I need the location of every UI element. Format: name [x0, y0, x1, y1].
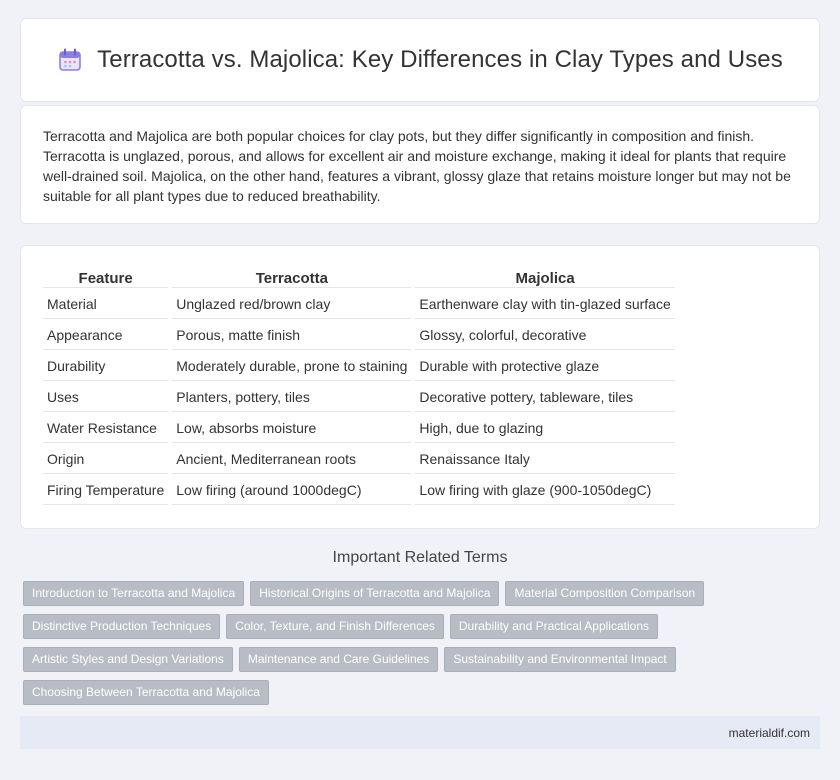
cell-feature: Appearance: [43, 321, 168, 350]
related-term-tag[interactable]: Distinctive Production Techniques: [23, 614, 220, 639]
title-wrap: [57, 46, 783, 74]
table-row: [43, 445, 675, 474]
related-term-tag[interactable]: Introduction to Terracotta and Majolica: [23, 581, 244, 606]
related-term-tag[interactable]: Color, Texture, and Finish Differences: [226, 614, 444, 639]
cell-majolica: Low firing with glaze (900-1050degC): [415, 476, 674, 505]
table-row: [43, 321, 675, 350]
page-title: Terracotta vs. Majolica: Key Differences in Clay Types and Uses: [97, 46, 783, 73]
cell-feature: Uses: [43, 383, 168, 412]
cell-terracotta: Unglazed red/brown clay: [172, 290, 411, 319]
calendar-icon: [57, 47, 83, 73]
cell-feature: Water Resistance: [43, 414, 168, 443]
table-row: [43, 290, 675, 319]
cell-majolica: Glossy, colorful, decorative: [415, 321, 674, 350]
related-term-tag[interactable]: Sustainability and Environmental Impact: [444, 647, 675, 672]
comparison-table-card: [20, 245, 820, 529]
cell-terracotta: Planters, pottery, tiles: [172, 383, 411, 412]
related-term-tag[interactable]: Material Composition Comparison: [505, 581, 704, 606]
related-term-tag[interactable]: Artistic Styles and Design Variations: [23, 647, 233, 672]
cell-feature: Firing Temperature: [43, 476, 168, 505]
cell-terracotta: Moderately durable, prone to staining: [172, 352, 411, 381]
cell-terracotta: Low, absorbs moisture: [172, 414, 411, 443]
intro-card: [20, 105, 820, 224]
related-term-tag[interactable]: Historical Origins of Terracotta and Majolica: [250, 581, 499, 606]
related-terms-tags: [20, 581, 820, 705]
comparison-table: [39, 266, 679, 507]
table-row: [43, 476, 675, 505]
cell-majolica: Decorative pottery, tableware, tiles: [415, 383, 674, 412]
cell-terracotta: Porous, matte finish: [172, 321, 411, 350]
related-term-tag[interactable]: Choosing Between Terracotta and Majolica: [23, 680, 269, 705]
related-term-tag[interactable]: Maintenance and Care Guidelines: [239, 647, 438, 672]
footer-site-link[interactable]: materialdif.com: [728, 725, 810, 740]
related-term-tag[interactable]: Durability and Practical Applications: [450, 614, 658, 639]
table-row: [43, 352, 675, 381]
column-header-feature: Feature: [43, 268, 168, 288]
related-terms-section: [20, 549, 820, 705]
cell-majolica: High, due to glazing: [415, 414, 674, 443]
footer: [20, 716, 820, 749]
cell-feature: Origin: [43, 445, 168, 474]
column-header-terracotta: Terracotta: [172, 268, 411, 288]
cell-feature: Durability: [43, 352, 168, 381]
cell-majolica: Earthenware clay with tin-glazed surface: [415, 290, 674, 319]
cell-terracotta: Ancient, Mediterranean roots: [172, 445, 411, 474]
cell-majolica: Renaissance Italy: [415, 445, 674, 474]
table-row: [43, 414, 675, 443]
table-header-row: [43, 268, 675, 288]
header-card: [20, 18, 820, 102]
related-terms-title: Important Related Terms: [332, 549, 508, 566]
column-header-majolica: Majolica: [415, 268, 674, 288]
table-row: [43, 383, 675, 412]
intro-paragraph: Terracotta and Majolica are both popular choices for clay pots, but they differ significantly in composition and finish. Terracotta is unglazed, porous, and allows for excellent air and moisture exchange, making it ideal for plants that require well-drained soil. Majolica, on the other hand, features a vibrant, glossy glaze that retains moisture longer but may not be suitable for all plant types due to reduced breathability.: [43, 128, 791, 204]
cell-majolica: Durable with protective glaze: [415, 352, 674, 381]
cell-feature: Material: [43, 290, 168, 319]
table-body: [43, 290, 675, 505]
cell-terracotta: Low firing (around 1000degC): [172, 476, 411, 505]
